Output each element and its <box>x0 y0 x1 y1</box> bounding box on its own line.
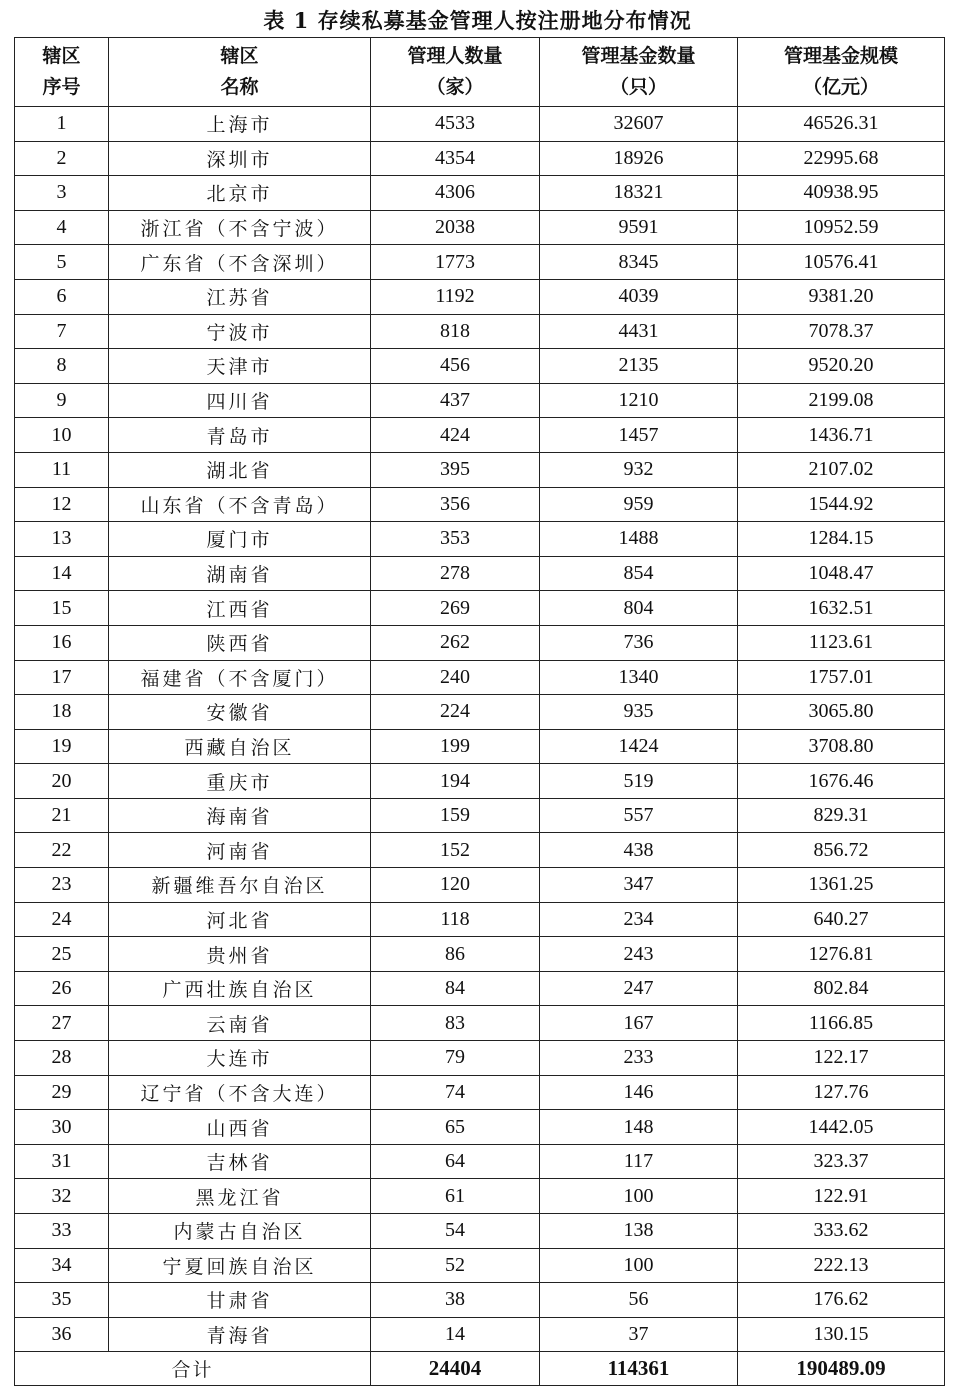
manager-count-cell: 2038 <box>371 210 540 245</box>
table-row <box>15 937 945 972</box>
manager-count-cell: 14 <box>371 1317 540 1352</box>
region-name-cell: 山东省（不含青岛） <box>109 487 371 522</box>
fund-count-cell: 932 <box>540 452 738 487</box>
fund-scale-cell: 1123.61 <box>738 625 945 660</box>
region-no-cell: 5 <box>15 245 109 280</box>
fund-count-cell: 1424 <box>540 729 738 764</box>
table-row <box>15 245 945 280</box>
region-name-cell: 辽宁省（不含大连） <box>109 1075 371 1110</box>
region-no-cell: 1 <box>15 107 109 142</box>
manager-count-cell: 152 <box>371 833 540 868</box>
fund-scale-cell: 9381.20 <box>738 279 945 314</box>
manager-count-cell: 4306 <box>371 176 540 211</box>
region-name-cell: 青海省 <box>109 1317 371 1352</box>
table-row <box>15 176 945 211</box>
fund-count-cell: 32607 <box>540 107 738 142</box>
fund-scale-cell: 1544.92 <box>738 487 945 522</box>
region-no-cell: 16 <box>15 625 109 660</box>
region-name-cell: 大连市 <box>109 1041 371 1076</box>
fund-scale-cell: 127.76 <box>738 1075 945 1110</box>
table-row <box>15 1179 945 1214</box>
manager-count-cell: 83 <box>371 1006 540 1041</box>
region-name-cell: 上海市 <box>109 107 371 142</box>
fund-scale-cell: 640.27 <box>738 902 945 937</box>
fund-count-cell: 18926 <box>540 141 738 176</box>
fund-scale-cell: 130.15 <box>738 1317 945 1352</box>
region-name-cell: 广西壮族自治区 <box>109 971 371 1006</box>
fund-count-cell: 56 <box>540 1283 738 1318</box>
region-name-cell: 四川省 <box>109 383 371 418</box>
region-name-cell: 天津市 <box>109 349 371 384</box>
fund-count-cell: 37 <box>540 1317 738 1352</box>
fund-scale-cell: 856.72 <box>738 833 945 868</box>
fund-scale-cell: 10576.41 <box>738 245 945 280</box>
manager-count-cell: 159 <box>371 798 540 833</box>
region-no-cell: 17 <box>15 660 109 695</box>
fund-scale-cell: 802.84 <box>738 971 945 1006</box>
fund-count-cell: 167 <box>540 1006 738 1041</box>
region-name-cell: 青岛市 <box>109 418 371 453</box>
region-name-cell: 浙江省（不含宁波） <box>109 210 371 245</box>
region-name-cell: 深圳市 <box>109 141 371 176</box>
fund-count-cell: 234 <box>540 902 738 937</box>
manager-count-cell: 4533 <box>371 107 540 142</box>
fund-scale-cell: 1284.15 <box>738 522 945 557</box>
table-row <box>15 1317 945 1352</box>
fund-count-cell: 1340 <box>540 660 738 695</box>
manager-count-cell: 395 <box>371 452 540 487</box>
region-name-cell: 重庆市 <box>109 764 371 799</box>
region-name-cell: 北京市 <box>109 176 371 211</box>
region-name-cell: 内蒙古自治区 <box>109 1214 371 1249</box>
table-row <box>15 798 945 833</box>
manager-count-cell: 1773 <box>371 245 540 280</box>
fund-scale-cell: 176.62 <box>738 1283 945 1318</box>
manager-count-cell: 74 <box>371 1075 540 1110</box>
region-no-cell: 10 <box>15 418 109 453</box>
fund-scale-cell: 122.91 <box>738 1179 945 1214</box>
table-row <box>15 1006 945 1041</box>
fund-count-cell: 117 <box>540 1144 738 1179</box>
fund-scale-cell: 46526.31 <box>738 107 945 142</box>
region-no-cell: 23 <box>15 868 109 903</box>
table-row <box>15 591 945 626</box>
table-row <box>15 1110 945 1145</box>
manager-count-cell: 52 <box>371 1248 540 1283</box>
manager-count-cell: 456 <box>371 349 540 384</box>
fund-count-cell: 233 <box>540 1041 738 1076</box>
fund-scale-cell: 1276.81 <box>738 937 945 972</box>
region-no-cell: 7 <box>15 314 109 349</box>
fund-count-cell: 18321 <box>540 176 738 211</box>
region-no-cell: 18 <box>15 695 109 730</box>
fund-scale-cell: 122.17 <box>738 1041 945 1076</box>
region-no-cell: 22 <box>15 833 109 868</box>
region-no-cell: 21 <box>15 798 109 833</box>
region-name-cell: 宁夏回族自治区 <box>109 1248 371 1283</box>
region-no-cell: 26 <box>15 971 109 1006</box>
table-row <box>15 729 945 764</box>
manager-count-cell: 424 <box>371 418 540 453</box>
table-row <box>15 107 945 142</box>
region-no-cell: 31 <box>15 1144 109 1179</box>
table-row <box>15 833 945 868</box>
table-row <box>15 1214 945 1249</box>
fund-scale-cell: 2199.08 <box>738 383 945 418</box>
region-name-cell: 黑龙江省 <box>109 1179 371 1214</box>
manager-count-cell: 120 <box>371 868 540 903</box>
region-no-cell: 27 <box>15 1006 109 1041</box>
region-no-cell: 4 <box>15 210 109 245</box>
region-name-cell: 湖北省 <box>109 452 371 487</box>
fund-scale-cell: 1048.47 <box>738 556 945 591</box>
fund-scale-cell: 1676.46 <box>738 764 945 799</box>
table-row <box>15 1248 945 1283</box>
fund-count-cell: 8345 <box>540 245 738 280</box>
manager-count-cell: 64 <box>371 1144 540 1179</box>
region-name-cell: 厦门市 <box>109 522 371 557</box>
fund-scale-cell: 40938.95 <box>738 176 945 211</box>
table-row <box>15 868 945 903</box>
region-no-cell: 14 <box>15 556 109 591</box>
fund-count-cell: 519 <box>540 764 738 799</box>
region-name-cell: 河南省 <box>109 833 371 868</box>
registration-distribution-table <box>14 37 945 1386</box>
manager-count-cell: 38 <box>371 1283 540 1318</box>
region-name-cell: 新疆维吾尔自治区 <box>109 868 371 903</box>
total-scale: 190489.09 <box>738 1352 945 1386</box>
manager-count-cell: 437 <box>371 383 540 418</box>
table-row <box>15 383 945 418</box>
fund-scale-cell: 3065.80 <box>738 695 945 730</box>
fund-scale-cell: 222.13 <box>738 1248 945 1283</box>
fund-count-cell: 347 <box>540 868 738 903</box>
table-row <box>15 660 945 695</box>
region-no-cell: 36 <box>15 1317 109 1352</box>
region-no-cell: 6 <box>15 279 109 314</box>
fund-scale-cell: 333.62 <box>738 1214 945 1249</box>
region-name-cell: 陕西省 <box>109 625 371 660</box>
table-row <box>15 522 945 557</box>
table-row <box>15 695 945 730</box>
fund-scale-cell: 1436.71 <box>738 418 945 453</box>
region-name-cell: 安徽省 <box>109 695 371 730</box>
table-row <box>15 971 945 1006</box>
fund-count-cell: 146 <box>540 1075 738 1110</box>
table-row <box>15 1283 945 1318</box>
total-label: 合计 <box>15 1352 371 1386</box>
region-no-cell: 24 <box>15 902 109 937</box>
manager-count-cell: 240 <box>371 660 540 695</box>
table-body <box>15 107 945 1352</box>
region-name-cell: 福建省（不含厦门） <box>109 660 371 695</box>
fund-count-cell: 4431 <box>540 314 738 349</box>
manager-count-cell: 262 <box>371 625 540 660</box>
fund-count-cell: 804 <box>540 591 738 626</box>
header-region-name: 辖区 名称 <box>109 38 371 107</box>
region-no-cell: 11 <box>15 452 109 487</box>
fund-count-cell: 438 <box>540 833 738 868</box>
manager-count-cell: 61 <box>371 1179 540 1214</box>
region-name-cell: 河北省 <box>109 902 371 937</box>
fund-count-cell: 959 <box>540 487 738 522</box>
region-name-cell: 江苏省 <box>109 279 371 314</box>
fund-scale-cell: 1757.01 <box>738 660 945 695</box>
total-managers: 24404 <box>371 1352 540 1386</box>
fund-count-cell: 1488 <box>540 522 738 557</box>
manager-count-cell: 356 <box>371 487 540 522</box>
manager-count-cell: 65 <box>371 1110 540 1145</box>
region-name-cell: 甘肃省 <box>109 1283 371 1318</box>
fund-scale-cell: 1442.05 <box>738 1110 945 1145</box>
region-no-cell: 3 <box>15 176 109 211</box>
header-fund-scale: 管理基金规模 （亿元） <box>738 38 945 107</box>
region-no-cell: 13 <box>15 522 109 557</box>
table-row <box>15 487 945 522</box>
fund-count-cell: 854 <box>540 556 738 591</box>
table-row <box>15 1075 945 1110</box>
fund-scale-cell: 10952.59 <box>738 210 945 245</box>
manager-count-cell: 194 <box>371 764 540 799</box>
manager-count-cell: 84 <box>371 971 540 1006</box>
region-name-cell: 江西省 <box>109 591 371 626</box>
fund-scale-cell: 3708.80 <box>738 729 945 764</box>
region-name-cell: 海南省 <box>109 798 371 833</box>
manager-count-cell: 818 <box>371 314 540 349</box>
region-no-cell: 25 <box>15 937 109 972</box>
fund-count-cell: 247 <box>540 971 738 1006</box>
fund-scale-cell: 1632.51 <box>738 591 945 626</box>
table-row <box>15 902 945 937</box>
manager-count-cell: 54 <box>371 1214 540 1249</box>
fund-scale-cell: 323.37 <box>738 1144 945 1179</box>
table-row <box>15 764 945 799</box>
header-row <box>15 38 945 107</box>
manager-count-cell: 269 <box>371 591 540 626</box>
region-name-cell: 宁波市 <box>109 314 371 349</box>
region-name-cell: 湖南省 <box>109 556 371 591</box>
fund-count-cell: 1210 <box>540 383 738 418</box>
manager-count-cell: 79 <box>371 1041 540 1076</box>
table-row <box>15 141 945 176</box>
fund-count-cell: 100 <box>540 1248 738 1283</box>
region-no-cell: 30 <box>15 1110 109 1145</box>
fund-count-cell: 736 <box>540 625 738 660</box>
region-no-cell: 29 <box>15 1075 109 1110</box>
manager-count-cell: 118 <box>371 902 540 937</box>
region-no-cell: 20 <box>15 764 109 799</box>
fund-count-cell: 100 <box>540 1179 738 1214</box>
table-row <box>15 279 945 314</box>
table-row <box>15 1144 945 1179</box>
manager-count-cell: 224 <box>371 695 540 730</box>
fund-count-cell: 2135 <box>540 349 738 384</box>
region-no-cell: 35 <box>15 1283 109 1318</box>
manager-count-cell: 1192 <box>371 279 540 314</box>
table-row <box>15 349 945 384</box>
total-funds: 114361 <box>540 1352 738 1386</box>
region-name-cell: 贵州省 <box>109 937 371 972</box>
table-row <box>15 452 945 487</box>
fund-scale-cell: 22995.68 <box>738 141 945 176</box>
region-no-cell: 34 <box>15 1248 109 1283</box>
table-row <box>15 625 945 660</box>
fund-scale-cell: 9520.20 <box>738 349 945 384</box>
region-no-cell: 2 <box>15 141 109 176</box>
fund-count-cell: 243 <box>540 937 738 972</box>
region-no-cell: 33 <box>15 1214 109 1249</box>
region-no-cell: 12 <box>15 487 109 522</box>
table-title: 表 1 存续私募基金管理人按注册地分布情况 <box>263 8 692 33</box>
region-no-cell: 28 <box>15 1041 109 1076</box>
region-name-cell: 广东省（不含深圳） <box>109 245 371 280</box>
manager-count-cell: 199 <box>371 729 540 764</box>
manager-count-cell: 4354 <box>371 141 540 176</box>
region-name-cell: 吉林省 <box>109 1144 371 1179</box>
region-no-cell: 32 <box>15 1179 109 1214</box>
fund-count-cell: 9591 <box>540 210 738 245</box>
fund-scale-cell: 2107.02 <box>738 452 945 487</box>
table-row <box>15 418 945 453</box>
table-row <box>15 314 945 349</box>
total-row <box>15 1352 945 1386</box>
region-no-cell: 8 <box>15 349 109 384</box>
table-row <box>15 1041 945 1076</box>
fund-count-cell: 4039 <box>540 279 738 314</box>
region-name-cell: 西藏自治区 <box>109 729 371 764</box>
region-no-cell: 19 <box>15 729 109 764</box>
fund-count-cell: 138 <box>540 1214 738 1249</box>
manager-count-cell: 86 <box>371 937 540 972</box>
fund-scale-cell: 829.31 <box>738 798 945 833</box>
manager-count-cell: 353 <box>371 522 540 557</box>
header-fund-count: 管理基金数量 （只） <box>540 38 738 107</box>
fund-scale-cell: 7078.37 <box>738 314 945 349</box>
fund-count-cell: 1457 <box>540 418 738 453</box>
region-name-cell: 山西省 <box>109 1110 371 1145</box>
table-row <box>15 210 945 245</box>
fund-count-cell: 557 <box>540 798 738 833</box>
header-manager-count: 管理人数量 （家） <box>371 38 540 107</box>
region-no-cell: 9 <box>15 383 109 418</box>
header-region-no: 辖区 序号 <box>15 38 109 107</box>
fund-count-cell: 935 <box>540 695 738 730</box>
table-row <box>15 556 945 591</box>
fund-count-cell: 148 <box>540 1110 738 1145</box>
fund-scale-cell: 1361.25 <box>738 868 945 903</box>
manager-count-cell: 278 <box>371 556 540 591</box>
region-no-cell: 15 <box>15 591 109 626</box>
region-name-cell: 云南省 <box>109 1006 371 1041</box>
fund-scale-cell: 1166.85 <box>738 1006 945 1041</box>
